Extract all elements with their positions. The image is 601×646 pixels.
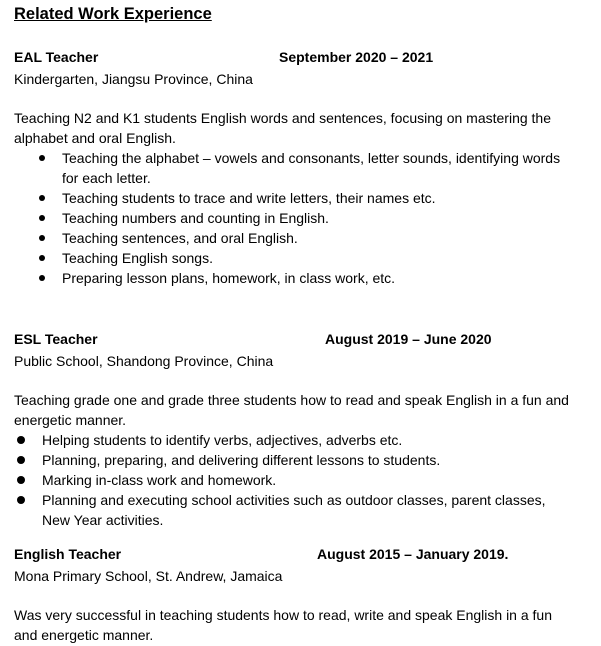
job-title: ESL Teacher <box>14 331 98 347</box>
job-location: Kindergarten, Jiangsu Province, China <box>14 71 253 87</box>
job-description: Was very successful in teaching students how to read, write and speak English in a fun and energetic manner. <box>14 607 552 643</box>
job-entry-eal <box>14 49 574 288</box>
bullet-item: Helping students to identify verbs, adjectives, adverbs etc. <box>14 430 574 450</box>
bullet-item: Marking in-class work and homework. <box>14 470 574 490</box>
job-title: EAL Teacher <box>14 49 99 65</box>
job-description: Teaching grade one and grade three students how to read and speak English in a fun and energetic manner. <box>14 392 569 428</box>
job-title: English Teacher <box>14 546 122 562</box>
bullet-item: Preparing lesson plans, homework, in class work, etc. <box>14 268 574 288</box>
bullet-item: Teaching the alphabet – vowels and consonants, letter sounds, identifying words for each letter. <box>14 148 574 188</box>
job-description: Teaching N2 and K1 students English words and sentences, focusing on mastering the alphabet and oral English. <box>14 110 551 146</box>
job-bullet-list <box>14 148 574 288</box>
bullet-item: Teaching sentences, and oral English. <box>14 228 574 248</box>
job-location: Public School, Shandong Province, China <box>14 353 274 369</box>
section-heading: Related Work Experience <box>14 5 212 23</box>
job-bullet-list <box>14 430 574 530</box>
job-entry-english <box>14 546 574 645</box>
job-dates: August 2015 – January 2019. <box>317 546 509 562</box>
bullet-item: Teaching numbers and counting in English. <box>14 208 574 228</box>
job-dates: August 2019 – June 2020 <box>325 331 492 347</box>
job-entry-esl <box>14 331 574 530</box>
bullet-item: Teaching English songs. <box>14 248 574 268</box>
bullet-item: Planning, preparing, and delivering different lessons to students. <box>14 450 574 470</box>
bullet-item: Planning and executing school activities such as outdoor classes, parent classes, New Year activities. <box>14 490 574 530</box>
bullet-item: Teaching students to trace and write letters, their names etc. <box>14 188 574 208</box>
job-dates: September 2020 – 2021 <box>279 49 434 65</box>
job-location: Mona Primary School, St. Andrew, Jamaica <box>14 568 283 584</box>
